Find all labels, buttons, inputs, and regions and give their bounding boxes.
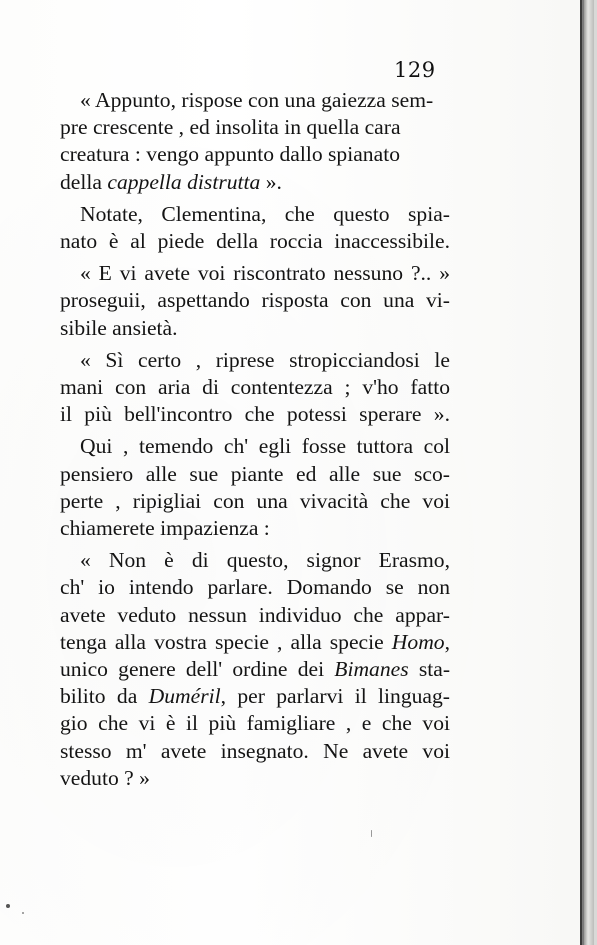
text-line: tenga alla vostra specie , alla specie Homo, [60,629,450,654]
text-line: veduto ? » [60,765,150,790]
ink-speck [22,912,24,914]
body-text [60,87,450,797]
text-line: « Appunto, rispose con una gaiezza sem- [80,88,434,112]
paragraph [60,201,450,255]
page-edge [584,0,594,945]
page-number: 129 [394,58,436,82]
text-line: bilito da Duméril, per parlarvi il linguag- [60,684,450,709]
text-line: unico genere dell' ordine dei Bimanes sta- [60,657,451,682]
text-line: chiamerete impazienza : [60,516,270,541]
text-line: « Non è di questo, signor Erasmo, [80,548,450,573]
paragraph [60,260,450,342]
text-line: della cappella distrutta ». [60,169,282,194]
text-line: Notate, Clementina, che questo spia- [80,201,450,226]
text-line: pre crescente , ed insolita in quella cara [60,115,401,140]
text-line: mani con aria di contentezza ; v'ho fatto [60,375,450,400]
paragraph [60,87,450,196]
text-line: « Sì certo , riprese stropicciandosi le [80,347,450,372]
text-line: nato è al piede della roccia inaccessibile. [60,229,450,254]
paragraph [60,433,450,542]
text-line: « E vi avete voi riscontrato nessuno ?.. » [80,261,450,286]
paragraph [60,347,450,429]
text-line: creatura : vengo appunto dallo spianato [60,142,400,167]
text-line: Qui , temendo ch' egli fosse tuttora col [80,434,450,459]
text-line: avete veduto nessun individuo che appar- [60,602,450,627]
text-line: gio che vi è il più famigliare , e che voi [60,711,450,736]
paragraph [60,547,450,792]
text-line: ch' io intendo parlare. Domando se non [60,575,450,600]
text-line: sibile ansietà. [60,315,178,340]
text-line: pensiero alle sue piante ed alle sue sco- [60,461,450,486]
ink-speck [6,904,10,908]
text-line: il più bell'incontro che potessi sperare ». [60,402,450,427]
text-line: proseguii, aspettando risposta con una vi- [60,288,450,313]
text-line: perte , ripigliai con una vivacità che voi [60,488,450,513]
ink-speck [371,830,372,837]
text-line: stesso m' avete insegnato. Ne avete voi [60,738,450,763]
